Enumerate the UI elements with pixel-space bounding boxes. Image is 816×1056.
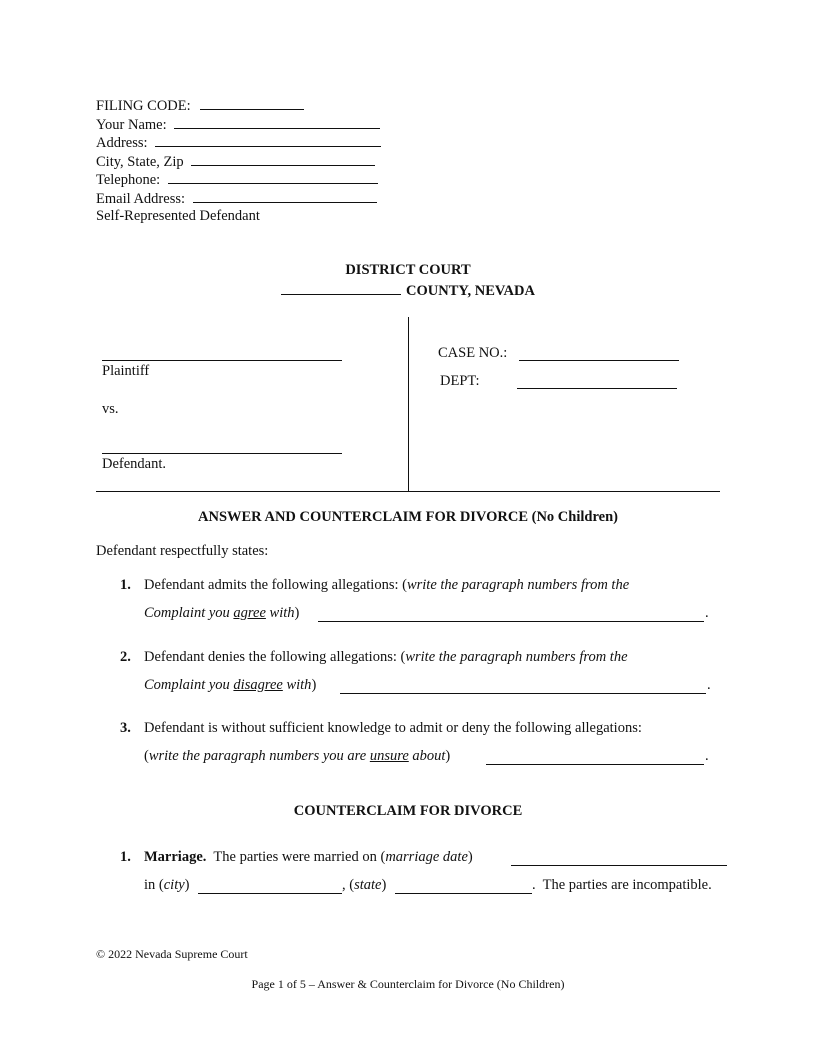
- answer-item-3-number: 3.: [120, 720, 131, 736]
- city-instruction: city: [163, 877, 185, 893]
- answer-item-2-instruction: write the paragraph numbers from the: [405, 649, 628, 665]
- answer-item-3-line1: Defendant is without sufficient knowledge to admit or deny the following allegations:: [144, 720, 642, 736]
- answer-item-2-instruction-b: with: [282, 677, 312, 693]
- answer-item-3-open: (: [144, 748, 149, 764]
- answer-item-3-field[interactable]: [486, 764, 704, 765]
- answer-item-2-period: .: [707, 677, 711, 693]
- vs-label: vs.: [102, 401, 119, 417]
- defendant-name-field[interactable]: [102, 453, 342, 454]
- state-close: ): [381, 877, 387, 893]
- answer-item-1-close: ): [294, 605, 300, 621]
- address-field[interactable]: [155, 133, 381, 147]
- page-footer: Page 1 of 5 – Answer & Counterclaim for Divorce (No Children): [251, 977, 565, 991]
- answer-item-1-instruction: write the paragraph numbers from the: [406, 577, 630, 593]
- defendant-label: Defendant.: [102, 456, 167, 472]
- counterclaim-item-1-text-a: The parties were married on (: [213, 849, 386, 865]
- marriage-date-instruction: marriage date: [385, 849, 468, 865]
- answer-item-1-agree: agree: [233, 605, 266, 621]
- plaintiff-label: Plaintiff: [102, 363, 150, 379]
- answer-item-1-instruction-b: with: [265, 605, 295, 621]
- answer-item-3-period: .: [705, 748, 709, 764]
- answer-item-1-text: Defendant admits the following allegations: (: [144, 577, 407, 593]
- marriage-date-field[interactable]: [511, 865, 727, 866]
- telephone-field[interactable]: [168, 170, 378, 184]
- answer-item-2-disagree: disagree: [233, 677, 283, 693]
- counterclaim-item-1-in: [144, 877, 190, 894]
- marriage-state-field[interactable]: [395, 893, 532, 894]
- counterclaim-item-1-line1: [144, 849, 473, 866]
- telephone-row: [96, 170, 381, 189]
- city-state-zip-field[interactable]: [191, 152, 375, 166]
- answer-item-2-instruction-a: Complaint you: [144, 677, 234, 693]
- answer-item-1-number: 1.: [120, 577, 131, 593]
- city-open: in (: [144, 877, 164, 893]
- court-name: DISTRICT COURT: [345, 262, 471, 278]
- city-close: ): [184, 877, 190, 893]
- filing-code-row: [96, 96, 381, 115]
- county-field[interactable]: [281, 281, 401, 295]
- counterclaim-title: COUNTERCLAIM FOR DIVORCE: [293, 803, 523, 819]
- answer-item-1-line1: [144, 577, 629, 594]
- answer-item-1-period: .: [705, 605, 709, 621]
- counterclaim-item-1-incompatible: . The parties are incompatible.: [532, 877, 712, 893]
- email-field[interactable]: [193, 189, 377, 203]
- marriage-city-field[interactable]: [198, 893, 342, 894]
- copyright-notice: © 2022 Nevada Supreme Court: [96, 947, 248, 961]
- email-label: Email Address:: [96, 190, 186, 207]
- answer-item-2-line1: [144, 649, 628, 666]
- court-county-row: [0, 281, 816, 300]
- counterclaim-item-1-state: [342, 877, 386, 894]
- telephone-label: Telephone:: [96, 172, 161, 188]
- counterclaim-item-1-heading: Marriage.: [144, 849, 207, 865]
- caption-horizontal-divider: [96, 491, 720, 492]
- answer-item-2-close: ): [311, 677, 317, 693]
- counterclaim-item-1-text-b: ): [467, 849, 473, 865]
- address-row: [96, 133, 381, 152]
- address-label: Address:: [96, 135, 148, 151]
- answer-item-1-line2: [144, 605, 299, 622]
- caption-vertical-divider: [408, 317, 409, 492]
- answer-intro: Defendant respectfully states:: [96, 543, 269, 559]
- your-name-label: Your Name:: [96, 116, 167, 133]
- answer-item-2-text: Defendant denies the following allegations: (: [144, 649, 406, 665]
- answer-item-2-field[interactable]: [340, 693, 706, 694]
- answer-item-1-field[interactable]: [318, 621, 704, 622]
- plaintiff-name-field[interactable]: [102, 360, 342, 361]
- city-state-zip-row: [96, 152, 381, 171]
- city-state-zip-label: City, State, Zip: [96, 153, 184, 170]
- incompatible-text: The parties are incompatible.: [542, 877, 712, 893]
- answer-item-3-unsure: unsure: [369, 748, 409, 764]
- self-represented-label: Self-Represented Defendant: [96, 208, 260, 224]
- filing-code-field[interactable]: [200, 96, 304, 110]
- your-name-field[interactable]: [174, 115, 380, 129]
- filer-info-block: [96, 96, 381, 226]
- dept-field[interactable]: [517, 388, 677, 389]
- case-no-label: CASE NO.:: [438, 345, 508, 361]
- case-no-field[interactable]: [519, 360, 679, 361]
- answer-item-1-instruction-a: Complaint you: [144, 605, 234, 621]
- your-name-row: [96, 115, 381, 134]
- answer-item-3-line2: [144, 748, 450, 765]
- state-instruction: state: [354, 877, 382, 893]
- self-represented-row: [96, 207, 381, 226]
- answer-title: ANSWER AND COUNTERCLAIM FOR DIVORCE (No Children): [198, 509, 618, 525]
- answer-item-2-line2: [144, 677, 316, 694]
- counterclaim-item-1-number: 1.: [120, 849, 131, 865]
- email-row: [96, 189, 381, 208]
- answer-item-2-number: 2.: [120, 649, 131, 665]
- dept-label: DEPT:: [440, 373, 480, 389]
- court-county-label: COUNTY, NEVADA: [406, 283, 535, 299]
- answer-item-3-close: ): [445, 748, 451, 764]
- answer-item-3-instruction-b: about: [408, 748, 446, 764]
- state-open: , (: [342, 877, 355, 893]
- filing-code-label: FILING CODE:: [96, 98, 191, 114]
- answer-item-3-instruction-a: write the paragraph numbers you are: [148, 748, 370, 764]
